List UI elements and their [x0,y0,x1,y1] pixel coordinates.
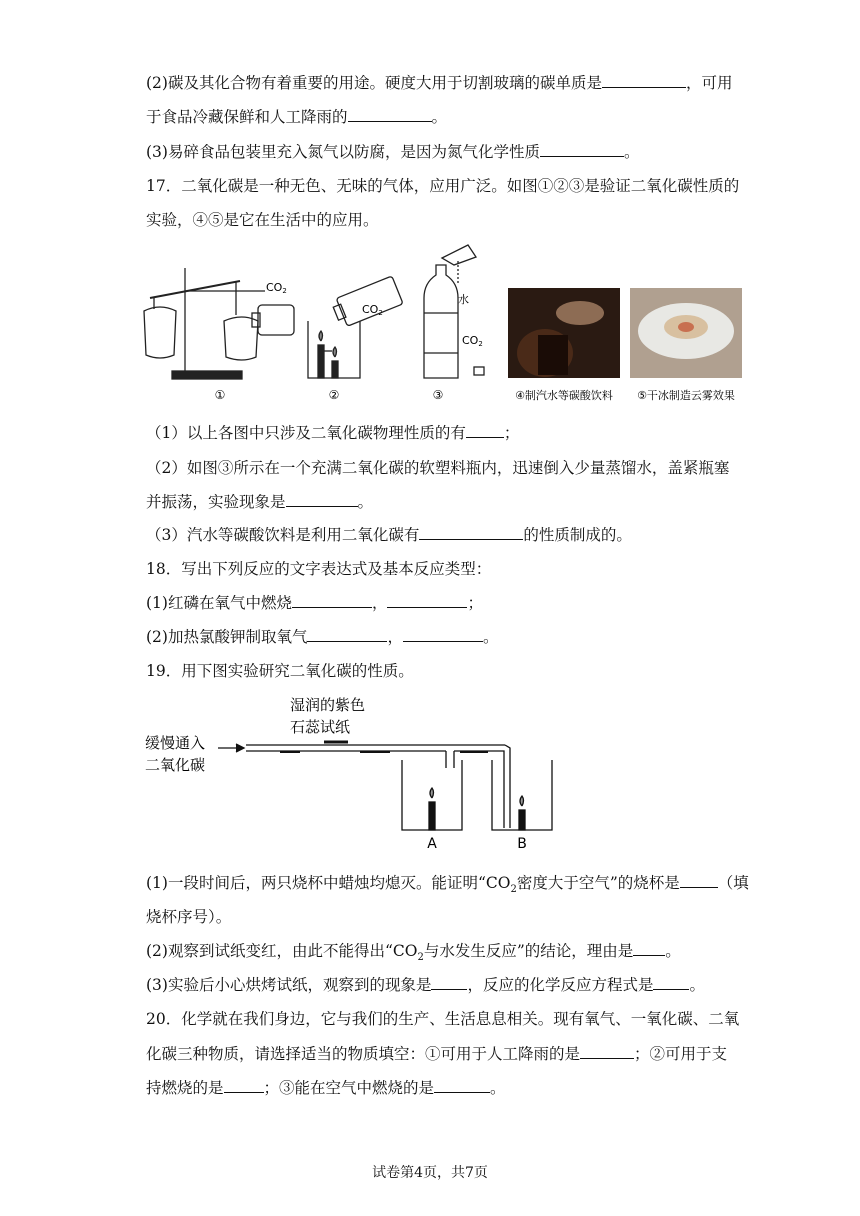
inlet-label-1: 缓慢通入 [145,734,206,752]
answer-blank[interactable] [680,873,718,888]
beaker-b-label: B [517,836,527,852]
q17-stem-line2: 实验，④⑤是它在生活中的应用。 [146,211,379,229]
beaker-a-label: A [427,836,437,852]
answer-blank[interactable] [224,1078,264,1093]
co2-label-3: CO2 [462,334,483,348]
plastic-bottle [424,245,484,378]
answer-blank[interactable] [580,1044,634,1059]
q18-stem: 18．写出下列反应的文字表达式及基本反应类型： [146,560,492,578]
fig-caption-4: ④制汽水等碳酸饮料 [515,389,613,402]
q18-part1: (1)红磷在氧气中燃烧 ， ； [146,594,483,612]
answer-blank[interactable] [431,975,467,990]
answer-blank[interactable] [434,1078,490,1093]
q16-part2-line2: 于食品冷藏保鲜和人工降雨的 。 [146,108,448,126]
answer-blank[interactable] [653,975,689,990]
fig-caption-5: ⑤干冰制造云雾效果 [637,389,735,402]
soda-photo [508,288,620,378]
fig-caption-3: ③ [432,388,444,402]
q19-figure [140,688,560,856]
litmus-label-2: 石蕊试纸 [290,718,351,736]
q17-stem-line1: 17．二氧化碳是一种无色、无味的气体，应用广泛。如图①②③是验证二氧化碳性质的 [146,177,740,195]
q19-part3: (3)实验后小心烘烤试纸，观察到的现象是 ，反应的化学反应方程式是 。 [146,976,705,994]
page-footer: 试卷第4页，共7页 [372,1165,488,1181]
q17-figure [140,243,750,408]
answer-blank[interactable] [387,593,467,608]
q17-sub2-line2: 并振荡，实验现象是 。 [146,493,374,511]
co2-label-1: CO2 [266,281,287,295]
q18-part2: (2)加热氯酸钾制取氧气 ， 。 [146,628,499,646]
litmus-label-1: 湿润的紫色 [290,696,366,714]
answer-blank[interactable] [466,423,504,438]
co2-label-2: CO2 [362,303,383,317]
answer-blank[interactable] [286,492,358,507]
q20-line2: 化碳三种物质，请选择适当的物质填空：①可用于人工降雨的是 ；②可用于支 [146,1045,728,1063]
answer-blank[interactable] [602,73,686,88]
answer-blank[interactable] [292,593,372,608]
answer-blank[interactable] [540,142,624,157]
q16-part2-line1: (2)碳及其化合物有着重要的用途。硬度大用于切割玻璃的碳单质是 ，可用 [146,74,733,92]
answer-blank[interactable] [403,627,483,642]
answer-blank[interactable] [633,941,665,956]
answer-blank[interactable] [348,107,432,122]
water-label: 水 [458,293,469,306]
q17-sub2-line1: （2）如图③所示在一个充满二氧化碳的软塑料瓶内，迅速倒入少量蒸馏水，盖紧瓶塞 [146,459,730,477]
inlet-label-2: 二氧化碳 [145,756,206,774]
q17-sub1: （1）以上各图中只涉及二氧化碳物理性质的有 ； [146,424,520,442]
fig-caption-1: ① [214,388,226,402]
tube-apparatus [218,742,552,830]
answer-blank[interactable] [419,525,523,540]
dry-ice-photo [630,288,742,378]
q19-part2: (2)观察到试纸变红，由此不能得出“$CO_2$与水发生反应”的结论，理由是 。 [146,942,681,964]
answer-blank[interactable] [307,627,387,642]
fig-caption-2: ② [328,388,340,402]
q19-stem: 19．用下图实验研究二氧化碳的性质。 [146,662,414,680]
q20-line1: 20．化学就在我们身边，它与我们的生产、生活息息相关。现有氧气、一氧化碳、二氧 [146,1010,740,1028]
q17-sub3: （3）汽水等碳酸饮料是利用二氧化碳有 的性质制成的。 [146,526,632,544]
q16-part3: (3)易碎食品包装里充入氮气以防腐，是因为氮气化学性质 。 [146,143,640,161]
q19-part1-line1: (1)一段时间后，两只烧杯中蜡烛均熄灭。能证明“$CO_2$密度大于空气”的烧杯是 （填 [146,874,749,896]
beaker-candles [308,276,403,378]
q19-part1-line2: 烧杯序号）。 [146,908,232,926]
q20-line3: 持燃烧的是 ；③能在空气中燃烧的是 。 [146,1079,506,1097]
